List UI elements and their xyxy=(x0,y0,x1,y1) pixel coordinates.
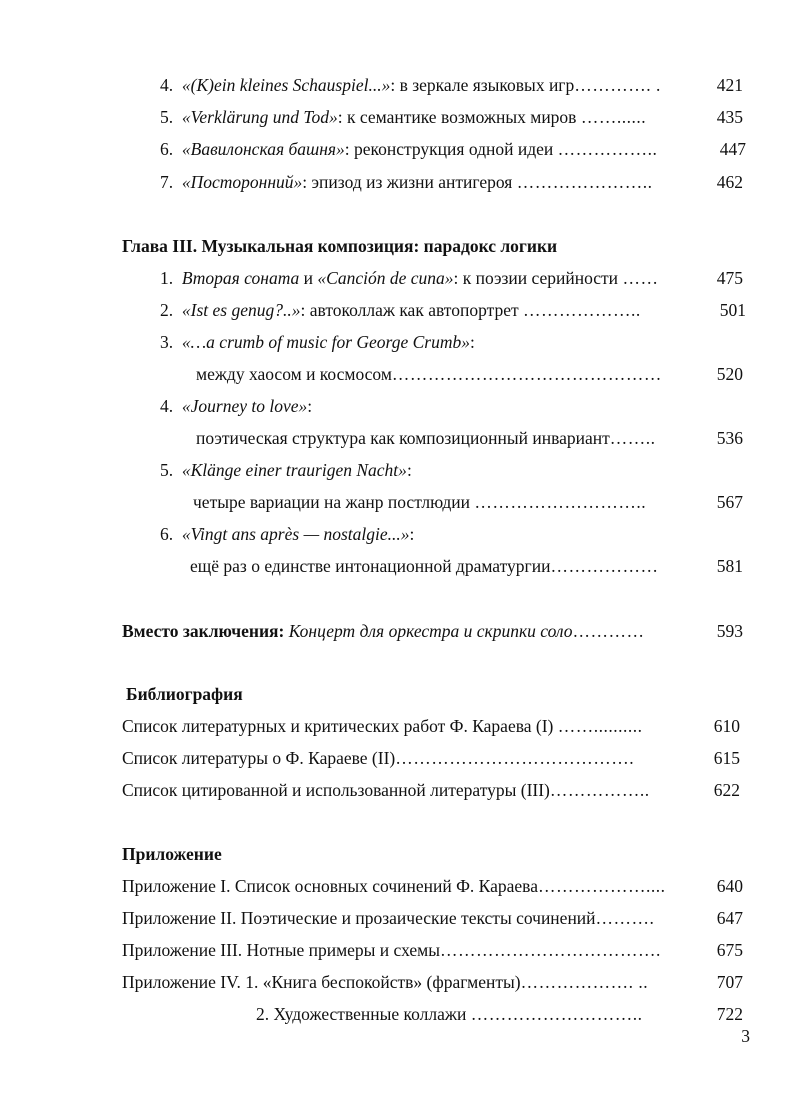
entry-number: 6. xyxy=(160,139,174,159)
page-ref: 536 xyxy=(716,428,743,448)
page-ref: 593 xyxy=(716,621,743,641)
entry-title: «Journey to love» xyxy=(181,396,308,416)
page-ref: 722 xyxy=(716,1004,743,1024)
chapter-heading: Глава III. Музыкальная композиция: парадокс логики xyxy=(122,236,558,256)
toc-entry xyxy=(160,171,652,193)
page-ref: 567 xyxy=(716,492,743,512)
entry-subtitle: четыре вариации на жанр постлюдии xyxy=(193,492,475,512)
toc-entry xyxy=(160,523,414,545)
page-ref: 435 xyxy=(716,107,743,127)
entry-number: 3. xyxy=(160,332,174,352)
entry-subtitle: между хаосом и космосом xyxy=(196,364,392,384)
entry-number: 1. xyxy=(160,268,174,288)
entry-title: «Verklärung und Tod» xyxy=(181,107,338,127)
entry-punct: : xyxy=(469,332,475,352)
toc-entry xyxy=(160,299,641,321)
entry-subtitle: ещё раз о единстве интонационной драматургии xyxy=(190,556,551,576)
leader-dots: ………… xyxy=(572,621,645,641)
entry-title: Список литературы о Ф. Караеве (II) xyxy=(122,748,396,768)
entry-title: «(K)ein kleines Schauspiel...» xyxy=(181,75,391,95)
toc-entry xyxy=(122,715,643,737)
leader-dots: ………………….. xyxy=(516,172,653,192)
toc-entry xyxy=(160,459,412,481)
leader-dots: …….......... xyxy=(557,716,643,736)
leader-dots: ……………………….. xyxy=(474,492,647,512)
entry-number: 6. xyxy=(160,524,174,544)
toc-entry-continued xyxy=(193,491,646,513)
entry-subtitle: : реконструкция одной идеи xyxy=(344,139,558,159)
section-heading: Приложение xyxy=(122,844,222,864)
toc-entry xyxy=(122,907,654,929)
entry-number: 4. xyxy=(160,75,174,95)
toc-entry xyxy=(122,939,661,961)
entry-title: «Vingt ans après — nostalgie...» xyxy=(181,524,410,544)
entry-conjunction: и xyxy=(299,268,318,288)
entry-title: Список литературных и критических работ Ф. Караева (I) xyxy=(122,716,558,736)
entry-title: Список цитированной и использованной литературы (III) xyxy=(122,780,550,800)
toc-entry xyxy=(122,779,650,801)
leader-dots: ………………………………. xyxy=(440,940,661,960)
entry-subtitle: : автоколлаж как автопортрет xyxy=(300,300,523,320)
page-ref: 520 xyxy=(716,364,743,384)
entry-title: Приложение III. Нотные примеры и схемы xyxy=(122,940,440,960)
page-ref: 447 xyxy=(719,139,746,159)
section-heading: Библиография xyxy=(126,684,243,704)
toc-entry xyxy=(160,138,657,160)
leader-dots: ……………………….. xyxy=(470,1004,643,1024)
entry-punct: : xyxy=(409,524,415,544)
entry-title: «Вавилонская башня» xyxy=(181,139,345,159)
entry-title: Вторая соната xyxy=(181,268,300,288)
entry-number: 5. xyxy=(160,107,174,127)
leader-dots: …….. xyxy=(609,428,656,448)
page-number: 3 xyxy=(741,1026,750,1046)
toc-entry xyxy=(160,267,658,289)
toc-entry xyxy=(160,395,312,417)
entry-punct: : xyxy=(406,460,412,480)
page-ref: 707 xyxy=(716,972,743,992)
page-ref: 647 xyxy=(716,908,743,928)
leader-dots: ……………………………………… xyxy=(391,364,662,384)
entry-subtitle: : к семантике возможных миров xyxy=(337,107,581,127)
leader-dots: …………………………………. xyxy=(395,748,635,768)
toc-entry-conclusion xyxy=(122,620,645,642)
entry-title: Приложение IV. 1. «Книга беспокойств» (фрагменты) xyxy=(122,972,521,992)
page-ref: 462 xyxy=(716,172,743,192)
entry-title: «Canción de cuna» xyxy=(317,268,454,288)
toc-entry xyxy=(160,74,661,96)
entry-subtitle: : в зеркале языковых игр xyxy=(390,75,575,95)
page-ref: 421 xyxy=(716,75,743,95)
entry-number: 4. xyxy=(160,396,174,416)
toc-entry xyxy=(160,331,475,353)
leader-dots: …………. . xyxy=(574,75,661,95)
toc-entry-continued xyxy=(196,363,662,385)
leader-dots: …… xyxy=(622,268,659,288)
entry-title: «Посторонний» xyxy=(181,172,303,192)
leader-dots: …………….. xyxy=(557,139,658,159)
page-ref: 581 xyxy=(716,556,743,576)
toc-entry xyxy=(122,747,634,769)
entry-title: 2. Художественные коллажи xyxy=(256,1004,471,1024)
entry-title: Приложение II. Поэтические и прозаические тексты сочинений xyxy=(122,908,596,928)
entry-number: 5. xyxy=(160,460,174,480)
toc-entry-continued xyxy=(196,427,656,449)
toc-entry xyxy=(160,106,646,128)
page-ref: 501 xyxy=(719,300,746,320)
entry-title: Приложение I. Список основных сочинений Ф. Караева xyxy=(122,876,538,896)
entry-subtitle: поэтическая структура как композиционный инвариант xyxy=(196,428,610,448)
leader-dots: ………. xyxy=(595,908,655,928)
leader-dots: ……...... xyxy=(580,107,647,127)
entry-title: «Klänge einer traurigen Nacht» xyxy=(181,460,407,480)
entry-subtitle: : к поэзии серийности xyxy=(453,268,623,288)
entry-punct: : xyxy=(307,396,313,416)
leader-dots: ………………. .. xyxy=(520,972,649,992)
entry-subtitle: : эпизод из жизни антигероя xyxy=(302,172,517,192)
page-ref: 675 xyxy=(716,940,743,960)
toc-entry xyxy=(122,971,648,993)
entry-number: 7. xyxy=(160,172,174,192)
entry-title: «…a crumb of music for George Crumb» xyxy=(181,332,470,352)
leader-dots: ……………… xyxy=(550,556,659,576)
leader-dots: ……………….. xyxy=(523,300,641,320)
toc-entry xyxy=(122,875,665,897)
leader-dots: ……………….... xyxy=(537,876,666,896)
page-ref: 615 xyxy=(713,748,740,768)
page-ref: 475 xyxy=(716,268,743,288)
entry-number: 2. xyxy=(160,300,174,320)
leader-dots: …………….. xyxy=(549,780,650,800)
entry-title: Концерт для оркестра и скрипки соло xyxy=(284,621,573,641)
toc-entry-continued xyxy=(190,555,658,577)
entry-title: «Ist es genug?..» xyxy=(181,300,301,320)
toc-entry xyxy=(256,1003,642,1025)
conclusion-label: Вместо заключения: xyxy=(122,621,285,641)
page-ref: 610 xyxy=(713,716,740,736)
page-ref: 640 xyxy=(716,876,743,896)
page-ref: 622 xyxy=(713,780,740,800)
